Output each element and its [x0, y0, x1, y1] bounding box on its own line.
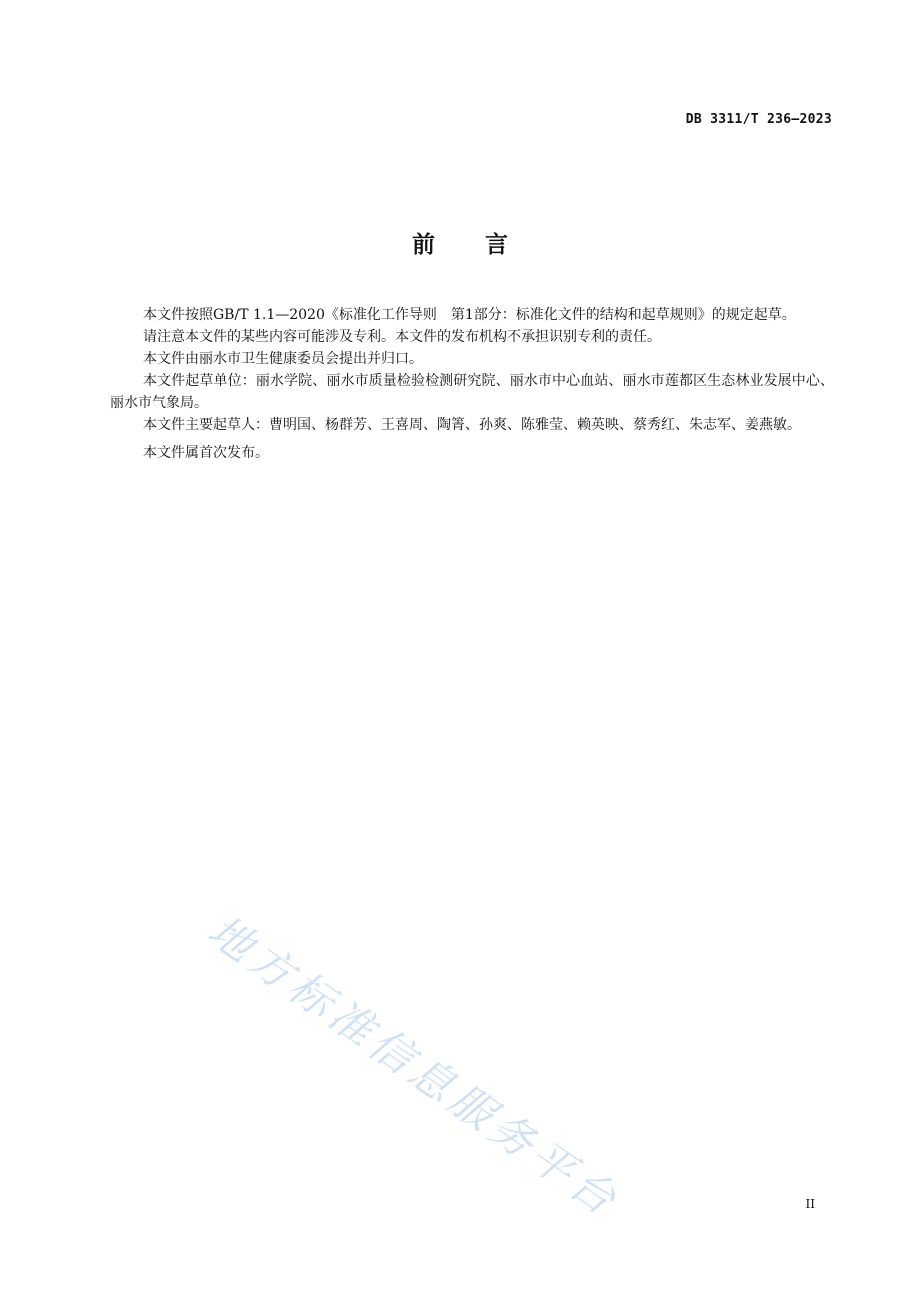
foreword-body	[110, 304, 834, 464]
page-number: II	[805, 1197, 815, 1211]
watermark: 地方标准信息服务平台	[198, 905, 629, 1228]
paragraph-first-release: 本文件属首次发布。	[143, 445, 269, 461]
document-code: DB 3311/T 236—2023	[685, 112, 832, 127]
paragraph-drafters: 本文件主要起草人：曹明国、杨群芳、王喜周、陶箐、孙爽、陈雅莹、赖英映、蔡秀红、朱志军、姜燕敏。	[143, 417, 801, 433]
page-title: 前言	[412, 232, 558, 258]
paragraph-patent-notice: 请注意本文件的某些内容可能涉及专利。本文件的发布机构不承担识别专利的责任。	[143, 329, 661, 345]
paragraph-proposer: 本文件由丽水市卫生健康委员会提出并归口。	[143, 351, 423, 367]
paragraph-drafting-units: 本文件起草单位：丽水学院、丽水市质量检验检测研究院、丽水市中心血站、丽水市莲都区生态林业发展中心、丽水市气象局。	[110, 373, 834, 411]
paragraph-drafting-basis: 本文件按照GB/T 1.1—2020《标准化工作导则 第1部分：标准化文件的结构和起草规则》的规定起草。	[143, 307, 796, 323]
